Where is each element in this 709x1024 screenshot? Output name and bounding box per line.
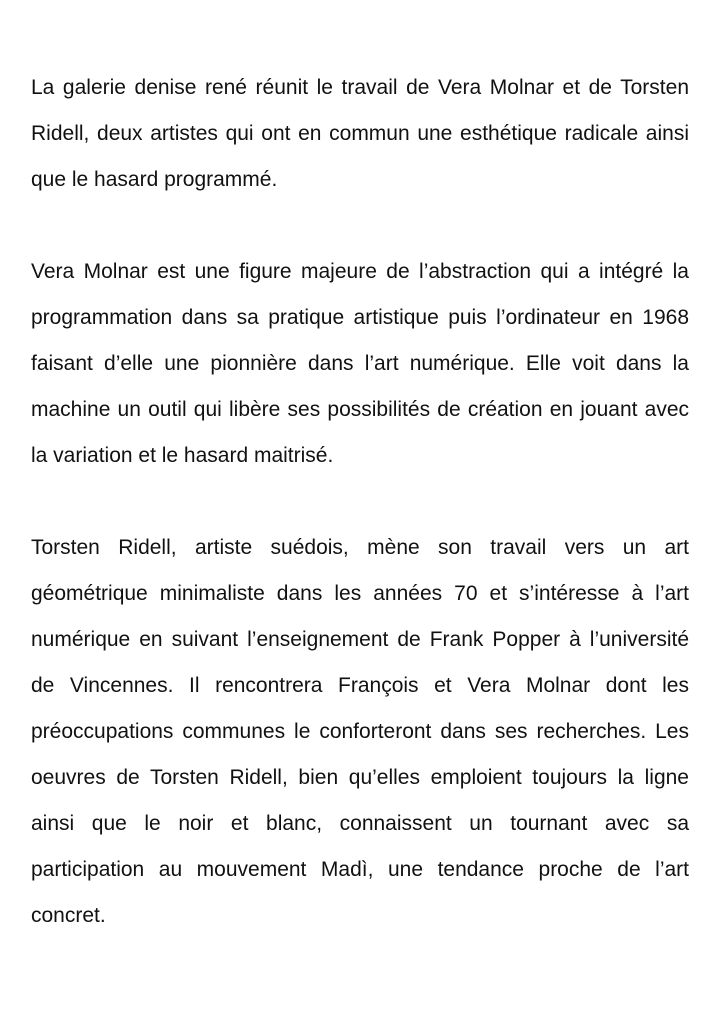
paragraph-vera-molnar: Vera Molnar est une figure majeure de l’abstraction qui a intégré la programmation dans sa pratique artistique puis l’ordinateur en 1968 faisant d’elle une pionnière dans l’art numérique. Elle voit dans la machine un outil qui libère ses possibilités de création en jouant avec la variation et le hasard maitrisé.	[31, 260, 689, 467]
paragraph-intro: La galerie denise rené réunit le travail de Vera Molnar et de Torsten Ridell, deux artistes qui ont en commun une esthétique radicale ainsi que le hasard programmé.	[31, 76, 689, 191]
paragraph-torsten-ridell: Torsten Ridell, artiste suédois, mène son travail vers un art géométrique minimaliste dans les années 70 et s’intéresse à l’art numérique en suivant l’enseignement de Frank Popper à l’université de Vincennes. Il rencontrera François et Vera Molnar dont les préoccupations communes le conforteront dans ses recherches. Les oeuvres de Torsten Ridell, bien qu’elles emploient toujours la ligne ainsi que le noir et blanc, connaissent un tournant avec sa participation au mouvement Madì, une tendance proche de l’art concret.	[31, 536, 689, 927]
article-body	[31, 65, 689, 939]
